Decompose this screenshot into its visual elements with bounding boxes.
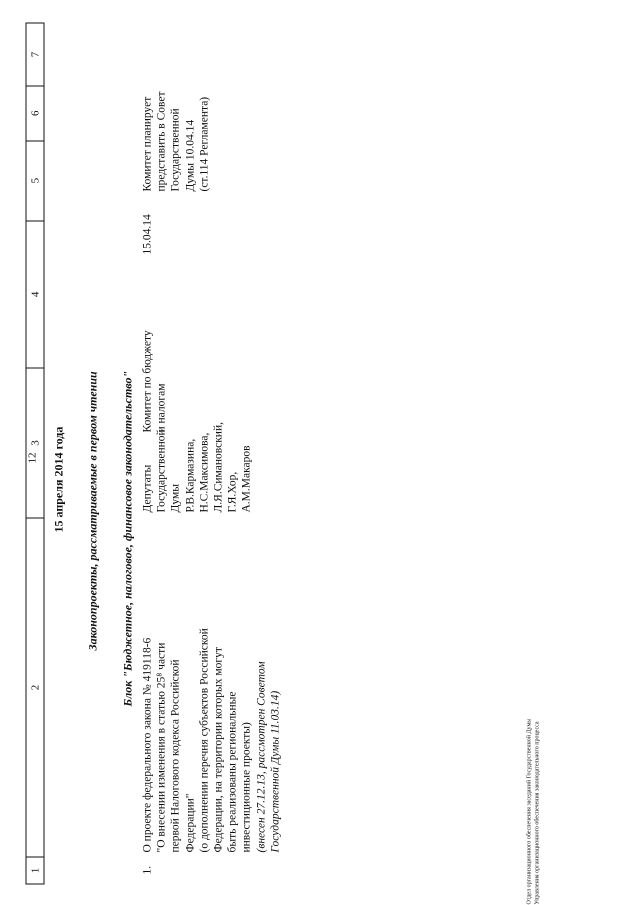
author-line: Л.Я.Симановский, [212, 422, 225, 513]
footer-line: Отдел организационного обеспечения заседаний Государственной Думы [526, 718, 533, 905]
bill-title-line: (о дополнении перечня субъектов Российской [198, 628, 211, 853]
column-header-6: 6 [27, 85, 44, 140]
responsible-committee [141, 283, 169, 433]
bill-title-line: быть реализованы региональные [226, 691, 239, 853]
column-header-4: 4 [27, 220, 44, 368]
column-header-2: 2 [27, 517, 44, 856]
footer [526, 45, 542, 905]
bill-title [141, 523, 283, 853]
author-line: Думы [169, 484, 182, 513]
author-line: Н.С.Максимова, [198, 432, 211, 513]
column-header-5: 5 [27, 140, 44, 220]
rotated-sheet [26, 23, 615, 905]
bill-title-line: Федерации, на территории которых могут [212, 647, 225, 853]
section-heading: Законопроекты, рассматриваемые в первом чтении [85, 371, 100, 651]
note-line: Комитет планирует [141, 96, 154, 192]
author-line: Р.В.Кармазина, [184, 438, 197, 513]
column-header-3: 3 [27, 368, 44, 518]
bill-note-line: (внесен 27.12.13, рассмотрен Советом [255, 661, 268, 853]
column-header-1: 1 [27, 857, 44, 884]
footer-line: Управления организационного обеспечения законодательного процесса [534, 721, 541, 905]
column-header-row [26, 23, 45, 885]
block-heading: Блок "Бюджетное, налоговое, финансовое законодательство" [120, 370, 135, 707]
note-line: Думы 10.04.14 [184, 119, 197, 192]
date-heading: 15 апреля 2014 года [51, 426, 66, 533]
note-line: представить в Совет [155, 91, 168, 192]
consideration-date: 15.04.14 [141, 214, 154, 255]
page-number: 12 [26, 452, 39, 464]
author-line: Депутаты [141, 464, 154, 513]
note-line: (ст.114 Регламента) [198, 96, 211, 192]
author-line: Государственной [155, 429, 168, 513]
bill-note-line: Государственной Думы 11.03.14) [269, 690, 282, 853]
bill-title-line: "О внесении изменения в статью 25⁸ части [155, 642, 168, 853]
author-line: Г.Я.Хор, [226, 471, 239, 513]
column-header-7: 7 [29, 51, 41, 58]
note-line: Государственной [169, 108, 182, 192]
bill-title-line: первой Налогового кодекса Российской [169, 659, 182, 853]
bill-title-line: О проекте федерального закона № 419118-6 [141, 637, 154, 853]
bill-title-line: инвестиционные проекты) [240, 722, 253, 853]
committee-line: и налогам [155, 383, 168, 433]
committee-line: Комитет по бюджету [141, 330, 154, 433]
bill-title-line: Федерации" [184, 793, 197, 853]
author-line: А.М.Макаров [240, 445, 253, 513]
row-number: 1. [141, 865, 154, 875]
committee-note [141, 27, 212, 192]
